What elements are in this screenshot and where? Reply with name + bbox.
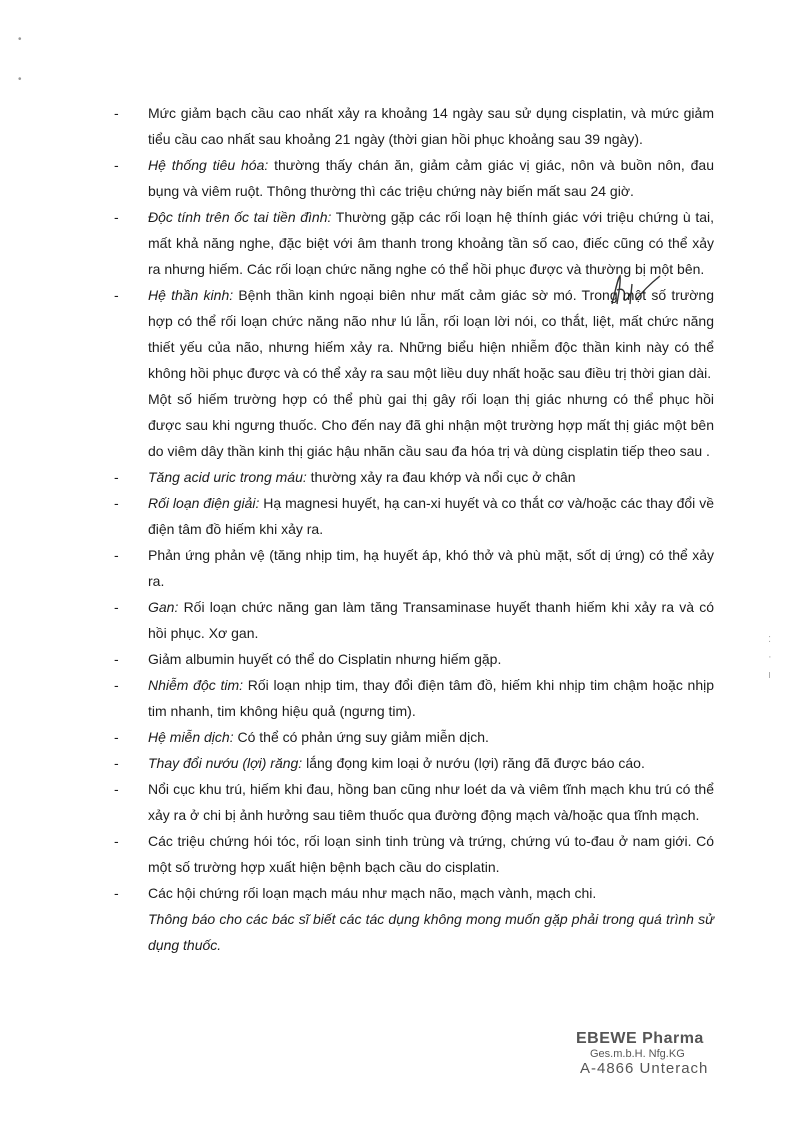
list-item: - Gan: Rối loạn chức năng gan làm tăng Transaminase huyết thanh hiếm khi xảy ra và có hồi phục. Xơ gan. <box>114 599 714 641</box>
list-item: - Các hội chứng rối loạn mạch máu như mạch não, mạch vành, mạch chi. <box>114 885 597 901</box>
item-label: Rối loạn điện giải: <box>148 495 260 511</box>
item-text: Rối loạn nhịp tim, thay đổi điện tâm đồ, hiếm khi nhịp tim chậm hoặc nhịp tim nhanh, tim không hiệu quả (ngưng tim). <box>148 677 715 719</box>
item-text: Thường gặp các rối loạn hệ thính giác với triệu chứng ù tai, mất khả năng nghe, đặc biệt với âm thanh trong khoảng tần số cao, điếc cũng có thể xảy ra nhưng hiếm. Các rối loạn chức năng nghe có thể hồi phục được và thường bị một bên. <box>148 209 715 277</box>
list-item: - Phản ứng phản vệ (tăng nhịp tim, hạ huyết áp, khó thở và phù mặt, sốt dị ứng) có thể xảy ra. <box>114 547 714 589</box>
item-label: Hệ miễn dịch: <box>148 729 234 745</box>
list-item: - Hệ thống tiêu hóa: thường thấy chán ăn, giảm cảm giác vị giác, nôn và buồn nôn, đau bụng và viêm ruột. Thông thường thì các triệu chứng này biến mất sau 24 giờ. <box>114 157 715 199</box>
stamp-company: EBEWE Pharma <box>576 1030 704 1047</box>
item-text: Các triệu chứng hói tóc, rối loạn sinh tinh trùng và trứng, chứng vú to-đau ở nam giới. Có một số trường hợp xuất hiện bệnh bạch cầu do cisplatin. <box>148 833 714 875</box>
list-item: - Rối loạn điện giải: Hạ magnesi huyết, hạ can-xi huyết và co thắt cơ và/hoặc các thay đổi về điện tâm đồ hiếm khi xảy ra. <box>114 495 714 537</box>
item-label: Độc tính trên ốc tai tiền đình: <box>148 209 332 225</box>
stamp-address: A-4866 Unterach <box>580 1060 709 1077</box>
list-item: - Nhiễm độc tim: Rối loạn nhịp tim, thay đổi điện tâm đồ, hiếm khi nhịp tim chậm hoặc nhịp tim nhanh, tim không hiệu quả (ngưng tim). <box>114 677 715 719</box>
item-text: thường thấy chán ăn, giảm cảm giác vị giác, nôn và buồn nôn, đau bụng và viêm ruột. Thông thường thì các triệu chứng này biến mất sau 24 giờ. <box>148 157 715 199</box>
scan-margin-marks: • • <box>18 34 22 85</box>
item-text: Giảm albumin huyết có thể do Cisplatin nhưng hiếm gặp. <box>148 651 502 667</box>
item-label: Hệ thần kinh: <box>148 287 234 303</box>
scan-edge-marks: : · ı <box>768 633 772 681</box>
item-text: Các hội chứng rối loạn mạch máu như mạch não, mạch vành, mạch chi. <box>148 885 597 901</box>
list-item: - Tăng acid uric trong máu: thường xảy ra đau khớp và nổi cục ở chân <box>114 469 576 485</box>
list-item: - Hệ thần kinh: Bệnh thần kinh ngoại biên như mất cảm giác sờ mó. Trong một số trường hợp có thể rối loạn chức năng não như lú lẫn, rối loạn lời nói, co thắt, liệt, mất chức năng thiết yếu của não, nhưng hiếm xảy ra. Những biểu hiện nhiễm độc thần kinh này có thể không hồi phục được và có thể xảy ra sau một liều duy nhất hoặc sau điều trị thời gian dài. <box>114 287 714 381</box>
company-stamp <box>576 1030 736 1077</box>
stamp-legal-form: Ges.m.b.H. Nfg.KG <box>590 1048 685 1060</box>
item-text: Có thể có phản ứng suy giảm miễn dịch. <box>233 729 489 745</box>
item-text: Nổi cục khu trú, hiếm khi đau, hồng ban cũng như loét da và viêm tĩnh mạch khu trú có thể xảy ra ở chi bị ảnh hưởng sau tiêm thuốc qua đường động mạch và/hoặc qua tĩnh mạch. <box>148 781 714 823</box>
side-effects-list <box>114 100 714 958</box>
item-label: Thay đổi nướu (lợi) răng: <box>148 755 303 771</box>
item-text: Phản ứng phản vệ (tăng nhịp tim, hạ huyết áp, khó thở và phù mặt, sốt dị ứng) có thể xảy ra. <box>148 547 714 589</box>
item-label: Nhiễm độc tim: <box>148 677 244 693</box>
item-label: Tăng acid uric trong máu: <box>148 469 307 485</box>
item-label: Gan: <box>148 599 179 615</box>
item-label: Hệ thống tiêu hóa: <box>148 157 269 173</box>
eye-paragraph: Một số hiếm trường hợp có thể phù gai thị gây rối loạn thị giác nhưng có thể phục hồi được sau khi ngưng thuốc. Cho đến nay đã ghi nhận một trường hợp mất thị giác một bên do viêm dây thần kinh thị giác hậu nhãn cầu sau đa hóa trị và dùng cisplatin tiếp theo sau . <box>148 391 714 459</box>
list-item: - Độc tính trên ốc tai tiền đình: Thường gặp các rối loạn hệ thính giác với triệu chứng ù tai, mất khả năng nghe, đặc biệt với âm thanh trong khoảng tần số cao, điếc cũng có thể xảy ra nhưng hiếm. Các rối loạn chức năng nghe có thể hồi phục được và thường bị một bên. <box>114 209 715 277</box>
closing-note: Thông báo cho các bác sĩ biết các tác dụng không mong muốn gặp phải trong quá trình sử dụng thuốc. <box>148 911 714 953</box>
item-text: Hạ magnesi huyết, hạ can-xi huyết và co thắt cơ và/hoặc các thay đổi về điện tâm đồ hiếm khi xảy ra. <box>148 495 714 537</box>
item-text: lắng đọng kim loại ở nướu (lợi) răng đã được báo cáo. <box>302 755 645 771</box>
list-item: - Hệ miễn dịch: Có thể có phản ứng suy giảm miễn dịch. <box>114 729 489 745</box>
item-text: Mức giảm bạch cầu cao nhất xảy ra khoảng 14 ngày sau sử dụng cisplatin, và mức giảm tiểu cầu cao nhất sau khoảng 21 ngày (thời gian hồi phục khoảng sau 39 ngày). <box>148 105 714 147</box>
item-text: thường xảy ra đau khớp và nổi cục ở chân <box>306 469 576 485</box>
item-text: Rối loạn chức năng gan làm tăng Transaminase huyết thanh hiếm khi xảy ra và có hồi phục. Xơ gan. <box>148 599 714 641</box>
item-text: Bệnh thần kinh ngoại biên như mất cảm giác sờ mó. Trong một số trường hợp có thể rối loạn chức năng não như lú lẫn, rối loạn lời nói, co thắt, liệt, mất chức năng thiết yếu của não, nhưng hiếm xảy ra. Những biểu hiện nhiễm độc thần kinh này có thể không hồi phục được và có thể xảy ra sau một liều duy nhất hoặc sau điều trị thời gian dài. <box>148 287 714 381</box>
list-item: - Nổi cục khu trú, hiếm khi đau, hồng ban cũng như loét da và viêm tĩnh mạch khu trú có thể xảy ra ở chi bị ảnh hưởng sau tiêm thuốc qua đường động mạch và/hoặc qua tĩnh mạch. <box>114 781 714 823</box>
list-item: - Mức giảm bạch cầu cao nhất xảy ra khoảng 14 ngày sau sử dụng cisplatin, và mức giảm tiểu cầu cao nhất sau khoảng 21 ngày (thời gian hồi phục khoảng sau 39 ngày). <box>114 105 714 147</box>
list-item: - Các triệu chứng hói tóc, rối loạn sinh tinh trùng và trứng, chứng vú to-đau ở nam giới. Có một số trường hợp xuất hiện bệnh bạch cầu do cisplatin. <box>114 833 714 875</box>
list-item: - Giảm albumin huyết có thể do Cisplatin nhưng hiếm gặp. <box>114 651 502 667</box>
list-item: - Thay đổi nướu (lợi) răng: lắng đọng kim loại ở nướu (lợi) răng đã được báo cáo. <box>114 755 645 771</box>
